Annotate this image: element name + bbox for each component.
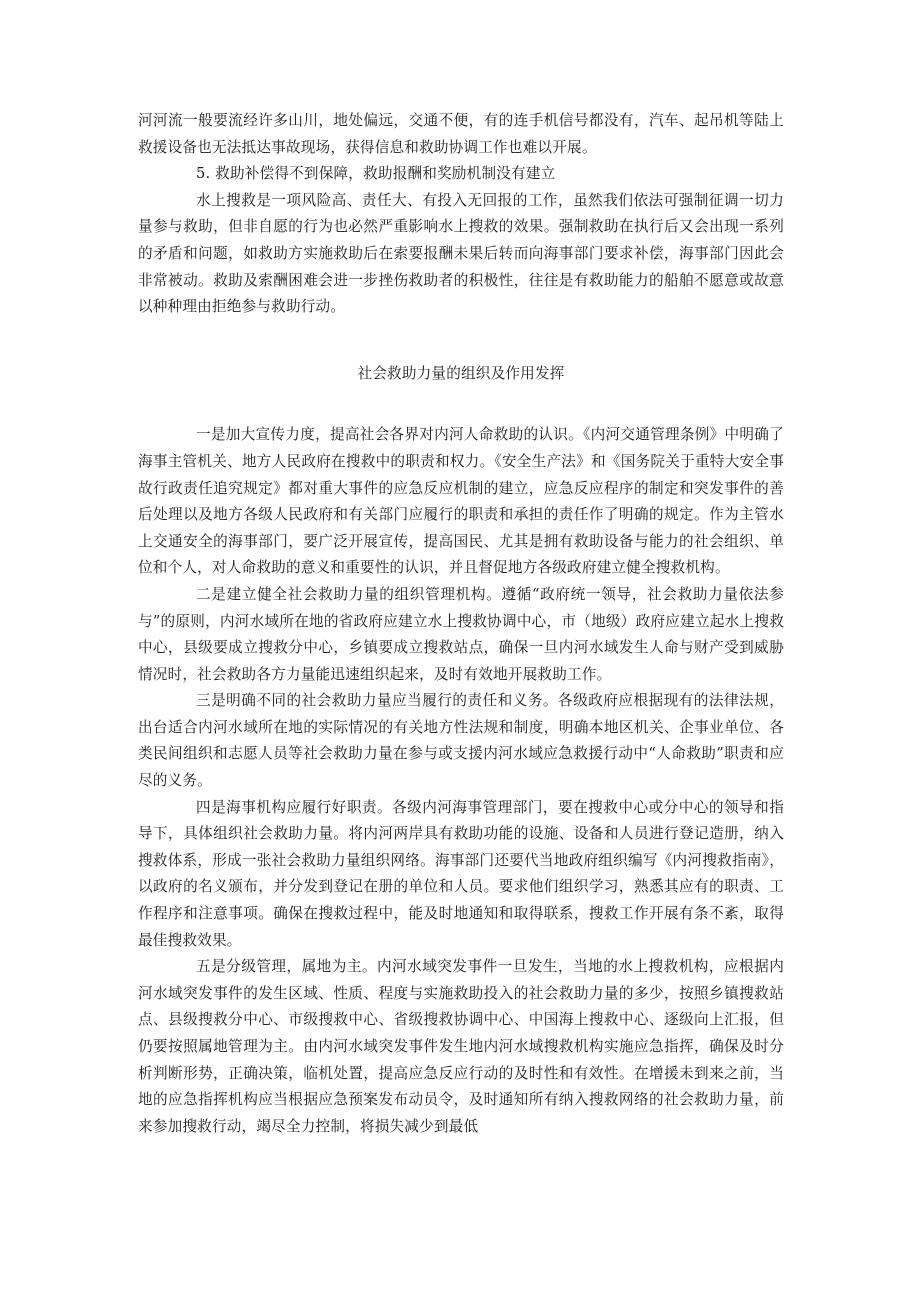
paragraph-point-1: 一是加大宣传力度，提高社会各界对内河人命救助的认识。《内河交通管理条例》中明确了海事主管机关、地方人民政府在搜救中的职责和权力。《安全生产法》和《国务院关于重特大安全事故行政责任追究规定》都对重大事件的应急反应机制的建立，应急反应程序的制定和突发事件的善后处理以及地方各级人民政府和有关部门应履行的职责和承担的责任作了明确的规定。作为主管水上交通安全的海事部门，要广泛开展宣传，提高国民、尤其是拥有救助设备与能力的社会组织、单位和个人，对人命救助的意义和重要性的认识，并且督促地方各级政府建立健全搜救机构。: [138, 426, 784, 577]
paragraph-point-2: 二是建立健全社会救助力量的组织管理机构。遵循“政府统一领导，社会救助力量依法参与”的原则，内河水域所在地的省政府应建立水上搜救协调中心，市（地级）政府应建立起水上搜救中心，县级要成立搜救分中心，乡镇要成立搜救站点，确保一旦内河水域发生人命与财产受到威胁情况时，社会救助各方力量能迅速组织起来，及时有效地开展救助工作。: [138, 585, 784, 683]
paragraph-point-5: 五是分级管理，属地为主。内河水域突发事件一旦发生，当地的水上搜救机构，应根据内河水域突发事件的发生区域、性质、程度与实施救助投入的社会救助力量的多少，按照乡镇搜救站点、县级搜救分中心、市级搜救中心、省级搜救协调中心、中国海上搜救中心、逐级向上汇报，但仍要按照属地管理为主。由内河水域突发事件发生地内河水域搜救机构实施应急指挥，确保及时分析判断形势，正确决策，临机处置，提高应急反应行动的及时性和有效性。在增援未到来之前，当地的应急指挥机构应当根据应急预案发布动员令，及时通知所有纳入搜救网络的社会救助力量，前来参加搜救行动，竭尽全力控制，将损失减少到最低: [138, 958, 784, 1135]
paragraph-1: 河河流一般要流经许多山川，地处偏远，交通不便，有的连手机信号都没有，汽车、起吊机等陆上救援设备也无法抵达事故现场，获得信息和救助协调工作也难以开展。: [138, 112, 784, 156]
paragraph-heading-5: 5. 救助补偿得不到保障，救助报酬和奖励机制没有建立: [196, 165, 556, 183]
paragraph-point-4: 四是海事机构应履行好职责。各级内河海事管理部门，要在搜救中心或分中心的领导和指导下，具体组织社会救助力量。将内河两岸具有救助功能的设施、设备和人员进行登记造册，纳入搜救体系，形成一张社会救助力量组织网络。海事部门还要代当地政府组织编写《内河搜救指南》，以政府的名义颁布，并分发到登记在册的单位和人员。要求他们组织学习，熟悉其应有的职责、工作程序和注意事项。确保在搜救过程中，能及时地通知和取得联系，搜救工作开展有条不紊，取得最佳搜救效果。: [138, 798, 784, 949]
section-title: 社会救助力量的组织及作用发挥: [357, 364, 565, 382]
paragraph-2: 水上搜救是一项风险高、责任大、有投入无回报的工作，虽然我们依法可强制征调一切力量参与救助，但非自愿的行为也必然严重影响水上搜救的效果。强制救助在执行后又会出现一系列的矛盾和问题，如救助方实施救助后在索要报酬未果后转而向海事部门要求补偿，海事部门因此会非常被动。救助及索酬困难会进一步挫伤救助者的积极性，往往是有救助能力的船舶不愿意或故意以种种理由拒绝参与救助行动。: [138, 191, 784, 316]
document-page: [138, 108, 784, 1140]
paragraph-point-3: 三是明确不同的社会救助力量应当履行的责任和义务。各级政府应根据现有的法律法规，出台适合内河水域所在地的实际情况的有关地方性法规和制度，明确本地区机关、企事业单位、各类民间组织和志愿人员等社会救助力量在参与或支援内河水域应急救援行动中“人命救助”职责和应尽的义务。: [138, 692, 784, 790]
